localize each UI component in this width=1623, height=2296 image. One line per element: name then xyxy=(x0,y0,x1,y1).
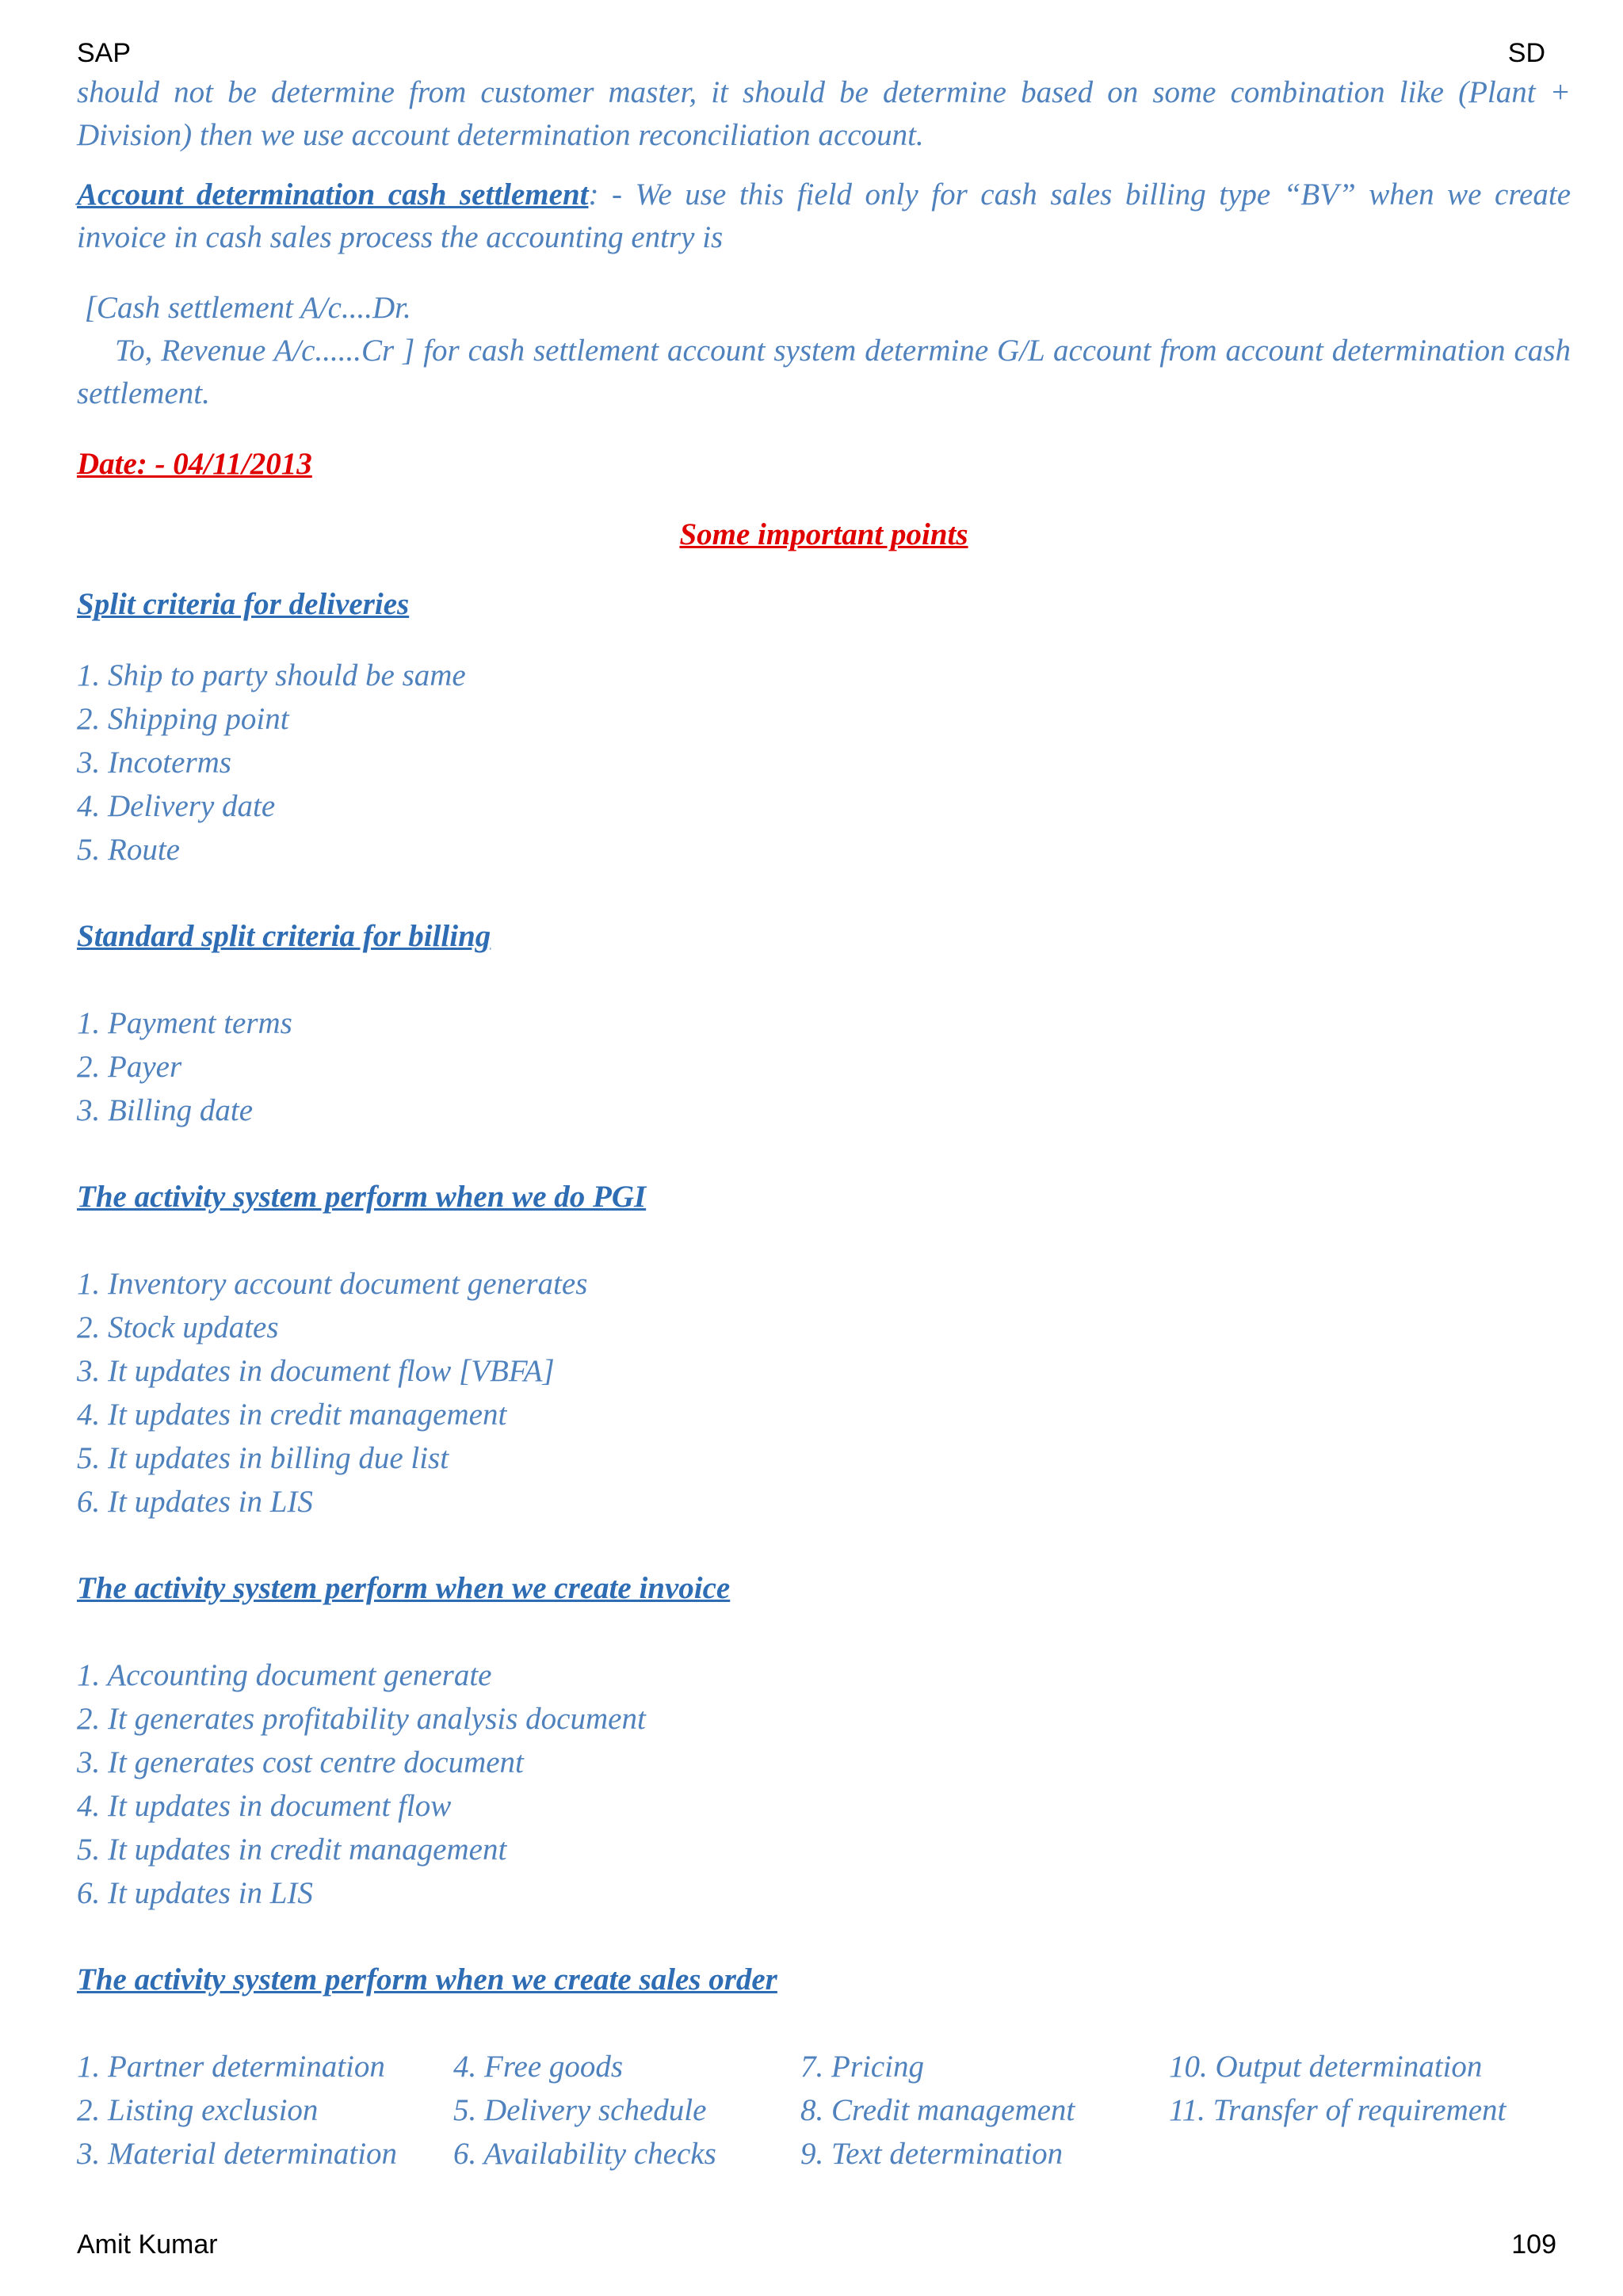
section-heading-billing: Standard split criteria for billing xyxy=(77,919,491,953)
list-item: 3. Billing date xyxy=(77,1093,254,1127)
list-item: 6. It updates in LIS xyxy=(77,1485,313,1519)
intro-paragraph: should not be determine from customer master, it should be determine based on some combination like (Plant + Division) then we use account determination reconciliation account. xyxy=(77,75,1571,152)
list-item: 6. Availability checks xyxy=(453,2137,716,2171)
footer-author: Amit Kumar xyxy=(77,2229,218,2260)
list-item: 4. Free goods xyxy=(453,2050,624,2084)
list-item: 1. Accounting document generate xyxy=(77,1658,492,1692)
list-item: 2. Listing exclusion xyxy=(77,2093,319,2127)
cash-settlement-paragraph xyxy=(77,174,1571,259)
date-heading: Date: - 04/11/2013 xyxy=(77,447,312,481)
section-heading-sales-order: The activity system perform when we create sales order xyxy=(77,1962,777,1997)
entry-line-2: To, Revenue A/c......Cr ] for cash settlement account system determine G/L account from account determination cash settlement. xyxy=(77,334,1571,410)
list-item: 2. Shipping point xyxy=(77,702,289,736)
list-item: 4. It updates in credit management xyxy=(77,1398,507,1432)
sales-order-column-3 xyxy=(800,2045,1169,2176)
list-item: 10. Output determination xyxy=(1169,2050,1483,2084)
section-heading-deliveries: Split criteria for deliveries xyxy=(77,587,410,621)
list-item: 2. Payer xyxy=(77,1050,182,1084)
section-heading xyxy=(77,1958,1571,2001)
list-item: 5. It updates in billing due list xyxy=(77,1441,449,1475)
section-heading xyxy=(77,915,1571,958)
section-list-pgi xyxy=(77,1262,1571,1524)
cash-settlement-label: Account determination cash settlement xyxy=(77,177,589,212)
section-heading-pgi: The activity system perform when we do PGI xyxy=(77,1180,647,1214)
sales-order-column-4 xyxy=(1169,2045,1549,2176)
list-item: 1. Partner determination xyxy=(77,2050,385,2084)
list-item: 11. Transfer of requirement xyxy=(1169,2093,1507,2127)
list-item: 3. It generates cost centre document xyxy=(77,1745,524,1779)
cash-settlement-text: : - We use this field only for cash sales billing type “BV” when we create invoice in cash sales process the accounting entry is xyxy=(77,177,1571,254)
section-heading xyxy=(77,1567,1571,1610)
list-item: 1. Ship to party should be same xyxy=(77,658,466,692)
sales-order-columns xyxy=(77,2045,1571,2176)
list-item: 8. Credit management xyxy=(800,2093,1075,2127)
page-content xyxy=(77,71,1571,2176)
list-item: 2. It generates profitability analysis document xyxy=(77,1702,646,1736)
list-item: 3. Incoterms xyxy=(77,746,231,780)
list-item: 3. Material determination xyxy=(77,2137,398,2171)
list-item: 9. Text determination xyxy=(800,2137,1064,2171)
list-item: 4. Delivery date xyxy=(77,789,276,823)
sales-order-column-2 xyxy=(453,2045,800,2176)
list-item: 5. It updates in credit management xyxy=(77,1833,507,1867)
list-item: 6. It updates in LIS xyxy=(77,1876,313,1910)
list-item: 5. Route xyxy=(77,833,180,867)
page-number: 109 xyxy=(1511,2229,1556,2260)
section-list-billing xyxy=(77,1001,1571,1132)
section-heading-invoice: The activity system perform when we create invoice xyxy=(77,1571,731,1605)
list-item: 4. It updates in document flow xyxy=(77,1789,452,1823)
section-list-deliveries xyxy=(77,654,1571,871)
list-item: 7. Pricing xyxy=(800,2050,924,2084)
list-item: 1. Inventory account document generates xyxy=(77,1267,588,1301)
header-right: SD xyxy=(1507,38,1545,68)
section-list-invoice xyxy=(77,1653,1571,1915)
sales-order-column-1 xyxy=(77,2045,453,2176)
list-item: 5. Delivery schedule xyxy=(453,2093,707,2127)
list-item: 3. It updates in document flow [VBFA] xyxy=(77,1354,555,1388)
page-title: Some important points xyxy=(679,517,968,551)
section-heading xyxy=(77,583,1571,626)
title-wrap xyxy=(77,513,1571,556)
list-item: 2. Stock updates xyxy=(77,1310,279,1344)
section-heading xyxy=(77,1176,1571,1219)
list-item: 1. Payment terms xyxy=(77,1006,292,1040)
entry-line-1: [Cash settlement A/c....Dr. xyxy=(77,291,411,325)
header-left: SAP xyxy=(77,38,132,68)
